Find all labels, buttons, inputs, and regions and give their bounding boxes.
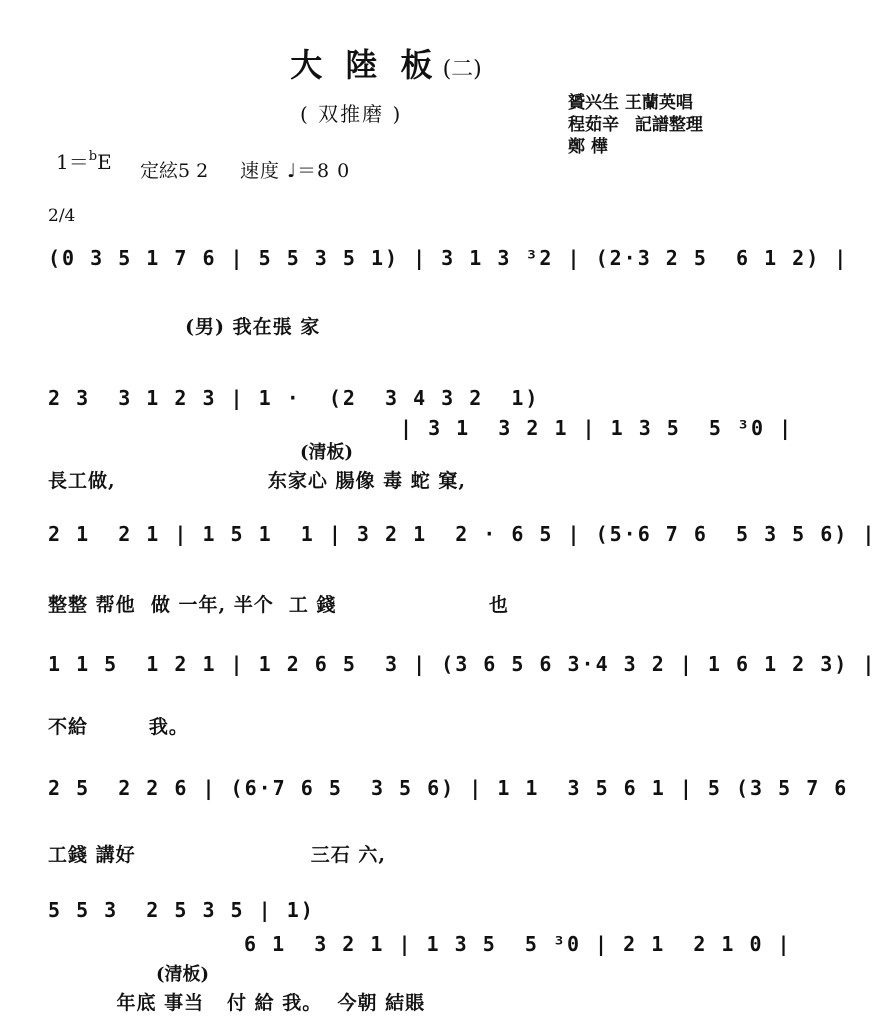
credit-line-2 — [568, 114, 703, 136]
credit-line-1 — [568, 92, 703, 114]
key-prefix: 1＝ — [56, 150, 89, 174]
notation-row-5: 2 5 2 2 6 | (6·7 6 5 3 5 6) | 1 1 3 5 6 1 | 5 (3 5 7 6 — [48, 776, 849, 800]
tempo-marking: 速度 ♩＝8 0 — [240, 160, 351, 182]
key-flat: b — [88, 149, 98, 164]
title-suffix: (二) — [442, 57, 482, 82]
tuning — [140, 156, 208, 183]
lyrics-row-3: 整整 帮他 做 一年, 半个 工 錢 也 — [48, 594, 509, 616]
lyrics-row-2: 長工做, 东家心 腸像 毒 蛇 窠, — [48, 470, 466, 492]
score-title — [0, 40, 772, 86]
notation-row-3: 2 1 2 1 | 1 5 1 1 | 3 2 1 2 · 6 5 | (5·6 7 6 5 3 5 6) | — [48, 522, 876, 546]
tuning-value: 5 2 — [178, 160, 209, 182]
key-signature — [56, 146, 112, 175]
notation-row-2b: | 3 1 3 2 1 | 1 3 5 5 ³0 | — [400, 416, 794, 440]
lyrics-row-1: (男) 我在張 家 — [48, 316, 321, 338]
time-signature: 2/4 — [48, 206, 76, 226]
qingban-marker-1: (清板) — [300, 442, 354, 463]
notation-row-6b: 6 1 3 2 1 | 1 3 5 5 ³0 | 2 1 2 1 0 | — [244, 932, 792, 956]
credit-name-1: 贇兴生 — [568, 93, 619, 113]
lyrics-row-4: 不給 我。 — [48, 716, 189, 738]
qingban-marker-2: (清板) — [156, 964, 210, 985]
lyrics-row-6: 年底 事当 付 給 我。 今朝 結賬 — [48, 992, 426, 1014]
notation-row-2: 2 3 3 1 2 3 | 1 · (2 3 4 3 2 1) — [48, 386, 540, 410]
notation-row-4: 1 1 5 1 2 1 | 1 2 6 5 3 | (3 6 5 6 3·4 3 2 | 1 6 1 2 3) | — [48, 652, 876, 676]
credit-name-2: 程茹辛 — [568, 115, 619, 135]
key-note: E — [97, 150, 112, 174]
notation-row-1: (0 3 5 1 7 6 | 5 5 3 5 1) | 3 1 3 ³2 | (2·3 2 5 6 1 2) | — [48, 246, 849, 270]
credit-role-2: 記譜整理 — [634, 115, 703, 135]
title-text: 大 陸 板 — [290, 46, 439, 84]
notation-row-6: 5 5 3 2 5 3 5 | 1) — [48, 898, 315, 922]
lyrics-row-5: 工錢 講好 三石 六, — [48, 844, 386, 866]
score-subtitle: ( 双推磨 ) — [300, 102, 403, 126]
credit-role-1: 王蘭英唱 — [624, 93, 693, 113]
tuning-label: 定絃 — [140, 160, 179, 182]
credits-block — [568, 92, 703, 158]
credit-line-3 — [568, 136, 703, 158]
credit-name-3: 鄭 樺 — [568, 137, 608, 157]
